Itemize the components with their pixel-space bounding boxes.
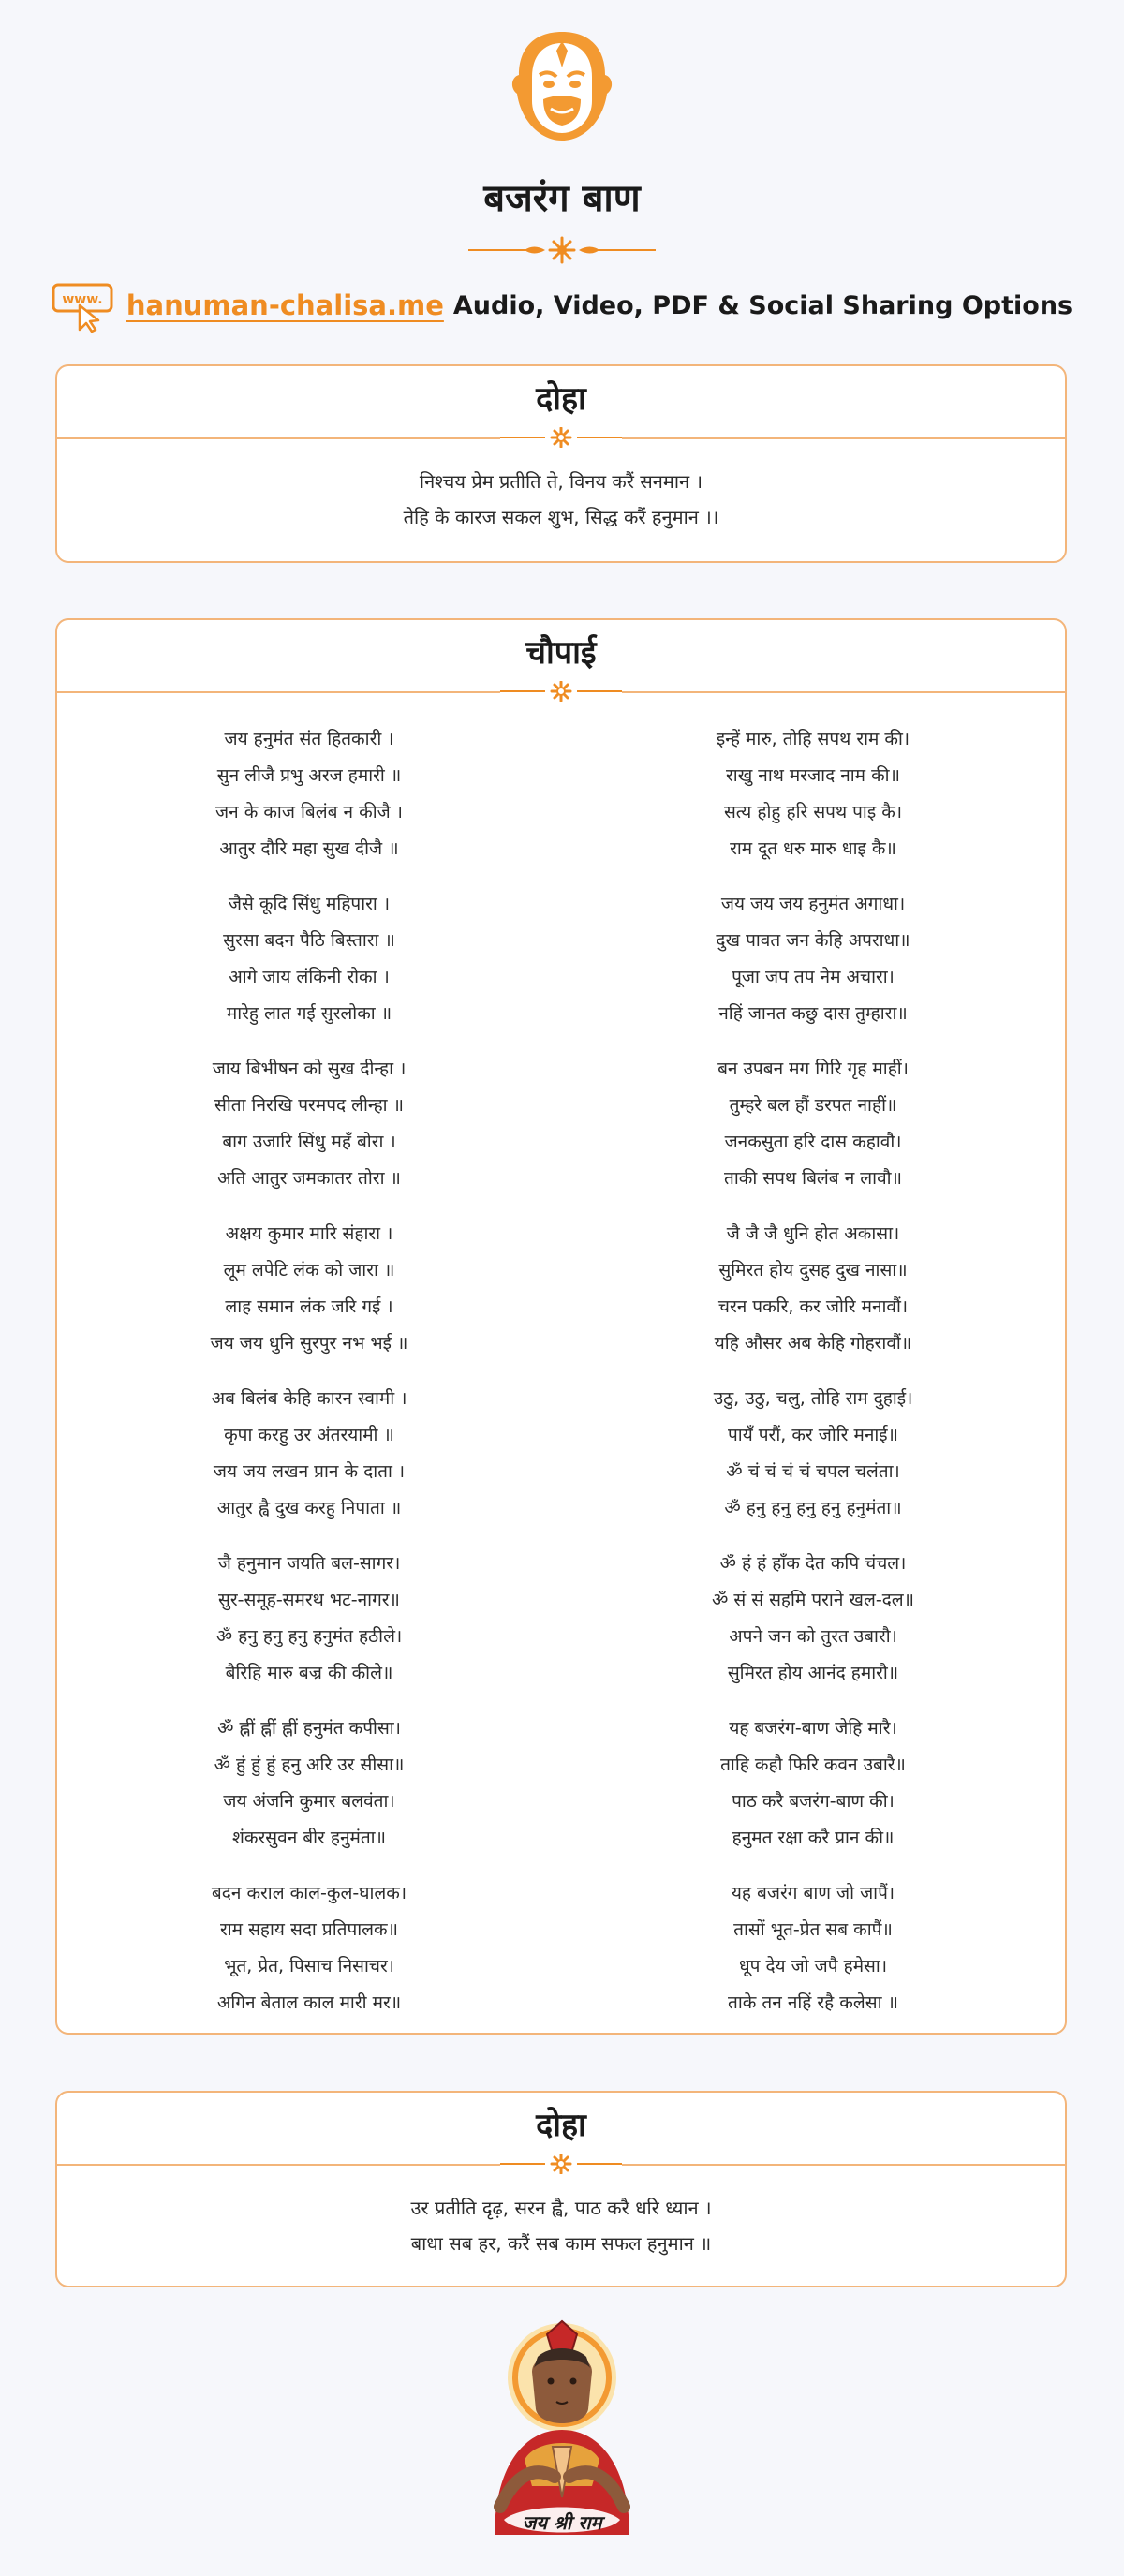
verse-line: बैरिहि मारु बज्र की कीले॥: [225, 1663, 393, 1683]
verse-line: अपने जन को तुरत उबारौ।: [729, 1626, 897, 1647]
site-link-row: [0, 277, 1124, 333]
verse-line: ॐ सं सं सहमि पराने खल-दल॥: [711, 1590, 915, 1610]
chaupai-stanza: [57, 1546, 561, 1692]
verse-line: अगिन बेताल काल मारी मर॥: [216, 1992, 402, 2013]
chaupai-columns: [57, 693, 1065, 2040]
card-title: चौपाई: [525, 634, 597, 672]
doha-line: बाधा सब हर, करैं सब काम सफल हनुमान ॥: [410, 2232, 712, 2255]
verse-line: राम सहाय सदा प्रतिपालक॥: [219, 1919, 399, 1940]
verse-line: हनुमत रक्षा करै प्रान की॥: [732, 1828, 895, 1848]
site-description: Audio, Video, PDF & Social Sharing Options: [452, 290, 1073, 320]
verse-line: सत्य होहु हरि सपथ पाइ कै।: [723, 802, 903, 822]
chaupai-stanza: [57, 1381, 561, 1527]
card-header: [57, 614, 1065, 693]
doha-line: तेहि के कारज सकल शुभ, सिद्ध करैं हनुमान ।।: [403, 506, 719, 528]
verse-line: जनकसुता हरि दास कहावौ।: [724, 1132, 902, 1152]
verse-line: ताके तन नहिं रहै कलेसा ॥: [728, 1992, 898, 2013]
svg-text:जय श्री राम: जय श्री राम: [522, 2511, 602, 2534]
verse-line: सीता निरखि परमपद लीन्हा ॥: [214, 1095, 405, 1116]
verse-line: जय जय जय हनुमंत अगाधा।: [720, 894, 906, 914]
doha-text: [57, 2166, 1065, 2261]
verse-line: दुख पावत जन केहि अपराधा॥: [716, 930, 910, 951]
chaupai-stanza: [561, 1381, 1065, 1527]
chaupai-stanza: [561, 1216, 1065, 1362]
chaupai-stanza: [57, 1875, 561, 2021]
verse-line: चरन पकरि, कर जोरि मनावौं।: [717, 1296, 909, 1317]
chaupai-stanza: [57, 1216, 561, 1362]
verse-line: लाह समान लंक जरि गई ।: [225, 1296, 393, 1317]
chaupai-stanza: [57, 1710, 561, 1857]
verse-line: मारेहु लात गई सुरलोका ॥: [226, 1003, 392, 1024]
verse-line: धूप देय जो जपै हमेसा।: [738, 1956, 888, 1976]
verse-line: आतुर ह्वै दुख करहु निपाता ॥: [216, 1498, 402, 1518]
lotus-divider-icon: [500, 2154, 622, 2174]
verse-line: लूम लपेटि लंक को जारा ॥: [223, 1260, 395, 1281]
lotus-divider-icon: [500, 427, 622, 448]
doha-card-bottom: [55, 2091, 1067, 2287]
verse-line: सुरसा बदन पैठि बिस्तारा ॥: [223, 930, 395, 951]
site-link[interactable]: hanuman-chalisa.me: [126, 289, 444, 321]
verse-line: जैसे कूदि सिंधु महिपारा ।: [228, 894, 391, 914]
chaupai-stanza: [561, 721, 1065, 867]
verse-line: तासों भूत-प्रेत सब कापैं॥: [733, 1919, 893, 1940]
verse-line: अक्षय कुमार मारि संहारा ।: [225, 1223, 393, 1244]
verse-line: ॐ हं हं हाँक देत कपि चंचल।: [719, 1553, 907, 1574]
verse-line: बाग उजारि सिंधु महँ बोरा ।: [222, 1132, 396, 1152]
verse-line: ॐ चं चं चं चं चपल चलंता।: [726, 1461, 900, 1482]
chaupai-card: [55, 618, 1067, 2035]
chaupai-stanza: [561, 1710, 1065, 1857]
verse-line: पूजा जप तप नेम अचारा।: [732, 967, 895, 987]
verse-line: यह बजरंग-बाण जेहि मारै।: [729, 1718, 897, 1739]
verse-line: ॐ हुं हुं हुं हनु अरि उर सीसा॥: [214, 1754, 405, 1775]
verse-line: जाय बिभीषन को सुख दीन्हा ।: [212, 1059, 407, 1079]
verse-line: कृपा करहु उर अंतरयामी ॥: [224, 1425, 394, 1445]
verse-line: राम दूत धरु मारु धाइ कै॥: [730, 838, 896, 859]
verse-line: पायँ परौं, कर जोरि मनाई॥: [727, 1425, 899, 1445]
card-title: दोहा: [536, 380, 586, 418]
card-header: [57, 2087, 1065, 2166]
verse-line: उठु, उठु, चलु, तोहि राम दुहाई।: [713, 1388, 913, 1409]
verse-line: जय अंजनि कुमार बलवंता।: [223, 1791, 395, 1812]
hanuman-face-logo-icon: [506, 26, 618, 146]
chaupai-stanza: [561, 1051, 1065, 1197]
verse-line: तुम्हरे बल हौं डरपत नाहीं॥: [729, 1095, 897, 1116]
page-header: [0, 0, 1124, 333]
chaupai-right-column: [561, 721, 1065, 2040]
www-cursor-icon: [52, 277, 117, 333]
verse-line: इन्हें मारु, तोहि सपथ राम की।: [716, 729, 910, 749]
verse-line: जै जै जै धुनि होत अकासा।: [726, 1223, 900, 1244]
verse-line: सुमिरत होय दुसह दुख नासा॥: [718, 1260, 908, 1281]
chaupai-stanza: [57, 886, 561, 1032]
doha-text: [57, 439, 1065, 535]
verse-line: जय हनुमंत संत हितकारी ।: [224, 729, 394, 749]
verse-line: बन उपबन मग गिरि गृह माहीं।: [717, 1059, 909, 1079]
chaupai-stanza: [561, 1875, 1065, 2021]
chaupai-stanza: [561, 886, 1065, 1032]
card-title: दोहा: [536, 2107, 586, 2144]
verse-line: ताहि कहौ फिरि कवन उबारै॥: [720, 1754, 906, 1775]
verse-line: ताकी सपथ बिलंब न लावौ॥: [724, 1168, 902, 1189]
verse-line: आतुर दौरि महा सुख दीजै ॥: [219, 838, 399, 859]
card-header: [57, 361, 1065, 439]
verse-line: राखु नाथ मरजाद नाम की॥: [726, 765, 900, 786]
chaupai-stanza: [57, 721, 561, 867]
verse-line: अति आतुर जमकातर तोरा ॥: [217, 1168, 401, 1189]
svg-text:www.: www.: [62, 292, 103, 307]
verse-line: जय जय धुनि सुरपुर नभ भई ॥: [210, 1333, 408, 1354]
verse-line: जन के काज बिलंब न कीजै ।: [215, 802, 403, 822]
page-title: बजरंग बाण: [483, 177, 641, 220]
verse-line: नहिं जानत कछु दास तुम्हारा॥: [718, 1003, 908, 1024]
verse-line: पाठ करै बजरंग-बाण की।: [732, 1791, 895, 1812]
doha-card-top: [55, 364, 1067, 563]
chaupai-stanza: [57, 1051, 561, 1197]
verse-line: जय जय लखन प्रान के दाता ।: [213, 1461, 406, 1482]
chaupai-stanza: [561, 1546, 1065, 1692]
verse-line: बदन कराल काल-कुल-घालक।: [211, 1883, 407, 1903]
hanuman-praying-illustration-icon: [466, 2319, 658, 2544]
verse-line: जै हनुमान जयति बल-सागर।: [217, 1553, 401, 1574]
verse-line: यह बजरंग बाण जो जापैं।: [731, 1883, 895, 1903]
lotus-divider-icon: [500, 681, 622, 702]
verse-line: शंकरसुवन बीर हनुमंता॥: [232, 1828, 386, 1848]
chaupai-left-column: [57, 721, 561, 2040]
title-divider-icon: [468, 236, 656, 264]
verse-line: सुमिरत होय आनंद हमारौ॥: [727, 1663, 899, 1683]
verse-line: आगे जाय लंकिनी रोका ।: [229, 967, 390, 987]
verse-line: अब बिलंब केहि कारन स्वामी ।: [211, 1388, 407, 1409]
verse-line: ॐ हनु हनु हनु हनुमंत हठीले।: [215, 1626, 403, 1647]
doha-line: उर प्रतीति दृढ़, सरन ह्वै, पाठ करै धरि ध्यान ।: [410, 2197, 712, 2219]
verse-line: यहि औसर अब केहि गोहरावौं॥: [714, 1333, 912, 1354]
verse-line: ॐ ह्नीं ह्नीं ह्नीं हनुमंत कपीसा।: [217, 1718, 401, 1739]
verse-line: भूत, प्रेत, पिसाच निसाचर।: [224, 1956, 394, 1976]
verse-line: सुर-समूह-समरथ भट-नागर॥: [218, 1590, 400, 1610]
doha-line: निश्चय प्रेम प्रतीति ते, विनय करैं सनमान ।: [419, 470, 703, 493]
verse-line: ॐ हनु हनु हनु हनु हनुमंता॥: [724, 1498, 902, 1518]
verse-line: सुन लीजै प्रभु अरज हमारी ॥: [216, 765, 402, 786]
